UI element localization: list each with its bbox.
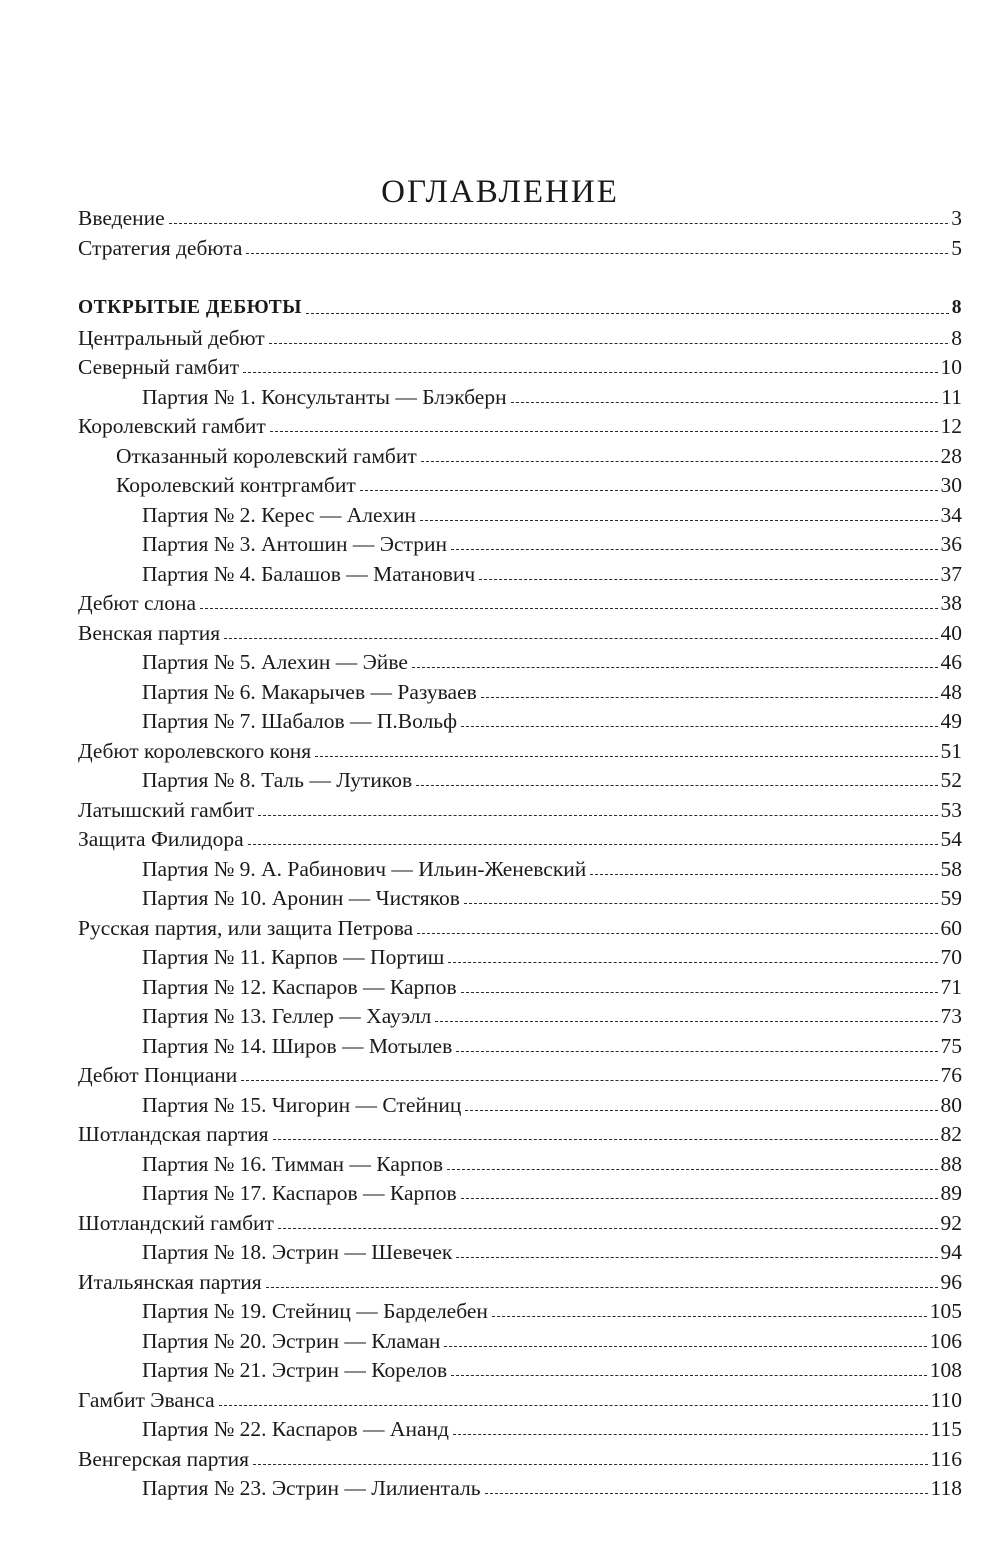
toc-entry [142,1087,962,1117]
toc-entry-title: Партия № 9. А. Рабинович — Ильин-Женевский [142,857,587,881]
page-title: ОГЛАВЛЕНИЕ [381,174,619,211]
toc-entry-title: Партия № 22. Каспаров — Ананд [142,1417,449,1441]
toc-entry-page-number: 51 [940,739,962,763]
dot-leader [412,667,938,668]
dot-leader [258,815,937,816]
toc-entry-title: Партия № 23. Эстрин — Лилиенталь [142,1476,481,1500]
toc-entry [142,556,962,586]
toc-entry-page-number: 80 [940,1093,962,1117]
dot-leader [451,549,938,550]
toc-entry [78,1116,962,1146]
toc-entry-page-number: 38 [940,591,962,615]
toc-entry-page-number: 71 [940,975,962,999]
toc-entry-title: Партия № 13. Геллер — Хауэлл [142,1004,432,1028]
toc-entry-title: Дебют королевского коня [78,739,312,763]
dot-leader [241,1080,937,1081]
toc-entry-page-number: 46 [940,650,962,674]
dot-leader [492,1316,927,1317]
toc-entry-page-number: 48 [940,680,962,704]
toc-entry [78,615,962,645]
dot-leader [448,962,937,963]
toc-entry [78,1382,962,1412]
toc-entry-title: Партия № 15. Чигорин — Стейниц [142,1093,462,1117]
dot-leader [435,1021,937,1022]
toc-entry [78,1205,962,1235]
toc-entry-title: Партия № 16. Тимман — Карпов [142,1152,444,1176]
toc-entry-page-number: 28 [940,444,962,468]
dot-leader [453,1434,928,1435]
toc-entry-page-number: 70 [940,945,962,969]
toc-entry [78,408,962,438]
toc-entry [142,1146,962,1176]
toc-entry [116,467,962,497]
toc-entry-title: Партия № 7. Шабалов — П.Вольф [142,709,458,733]
toc-entry-page-number: 36 [940,532,962,556]
toc-entry [142,969,962,999]
toc-entry-page-number: 116 [930,1447,962,1471]
toc-entry-title: ОТКРЫТЫЕ ДЕБЮТЫ [78,297,302,318]
toc-entry-page-number: 88 [940,1152,962,1176]
toc-entry-title: Дебют Понциани [78,1063,238,1087]
toc-entry [142,1352,962,1382]
dot-leader [485,1493,928,1494]
toc-entry-title: Центральный дебют [78,326,265,350]
toc-entry-title: Шотландская партия [78,1122,269,1146]
toc-entry-page-number: 76 [940,1063,962,1087]
dot-leader [315,756,937,757]
toc-entry-title: Партия № 21. Эстрин — Корелов [142,1358,448,1382]
dot-leader [417,933,937,934]
toc-entry [142,939,962,969]
toc-entry [116,438,962,468]
toc-entry [78,1264,962,1294]
toc-entry [78,733,962,763]
dot-leader [169,223,949,224]
toc-entry [78,792,962,822]
dot-leader [590,874,937,875]
toc-entry-page-number: 59 [940,886,962,910]
toc-entry-title: Дебют слона [78,591,197,615]
toc-entry [78,585,962,615]
toc-entry-page-number: 110 [930,1388,962,1412]
dot-leader [451,1375,927,1376]
toc-entry [142,644,962,674]
toc-entry [142,703,962,733]
toc-entry-title: Партия № 17. Каспаров — Карпов [142,1181,457,1205]
dot-leader [461,1198,938,1199]
toc-entry-title: Партия № 19. Стейниц — Барделебен [142,1299,488,1323]
toc-entry-page-number: 115 [930,1417,962,1441]
dot-leader [456,1051,937,1052]
toc-entry-title: Партия № 10. Аронин — Чистяков [142,886,460,910]
toc-entry-title: Отказанный королевский гамбит [116,444,417,468]
toc-entry [78,200,962,230]
toc-entry-page-number: 82 [940,1122,962,1146]
toc-entry-title: Королевский контргамбит [116,473,356,497]
toc-entry-title: Шотландский гамбит [78,1211,274,1235]
toc-entry [142,1175,962,1205]
dot-leader [219,1405,928,1406]
toc-entry-page-number: 96 [940,1270,962,1294]
toc-entry-title: Партия № 2. Керес — Алехин [142,503,417,527]
toc-entry-title: Итальянская партия [78,1270,262,1294]
toc-entry [78,290,962,320]
toc-entry-title: Партия № 5. Алехин — Эйве [142,650,408,674]
toc-entry-page-number: 89 [940,1181,962,1205]
toc-entry [142,762,962,792]
toc-entry [142,1323,962,1353]
toc-entry-page-number: 30 [940,473,962,497]
toc-entry-page-number: 5 [951,236,962,260]
toc-entry-page-number: 49 [940,709,962,733]
toc-entry-page-number: 60 [940,916,962,940]
toc-entry-title: Введение [78,206,165,230]
toc-entry [78,320,962,350]
toc-entry [142,1293,962,1323]
dot-leader [248,844,938,845]
toc-entry-title: Латышский гамбит [78,798,255,822]
dot-leader [269,343,949,344]
toc-entry [142,379,962,409]
toc-entry-page-number: 92 [940,1211,962,1235]
toc-entry-page-number: 8 [951,326,962,350]
dot-leader [465,1110,937,1111]
toc-entry-page-number: 54 [940,827,962,851]
dot-leader [461,992,938,993]
dot-leader [479,579,937,580]
toc-entry-page-number: 94 [940,1240,962,1264]
toc-entry-title: Партия № 12. Каспаров — Карпов [142,975,457,999]
toc-entry [142,497,962,527]
toc-entry [78,349,962,379]
toc-entry-page-number: 105 [929,1299,962,1323]
toc-entry-title: Партия № 6. Макарычев — Разуваев [142,680,477,704]
dot-leader [461,726,937,727]
toc-entry-title: Партия № 11. Карпов — Портиш [142,945,445,969]
toc-entry-title: Северный гамбит [78,355,240,379]
toc-entry-title: Защита Филидора [78,827,244,851]
toc-entry-page-number: 58 [940,857,962,881]
toc-entry [78,821,962,851]
dot-leader [444,1346,926,1347]
toc-entry-title: Партия № 18. Эстрин — Шевечек [142,1240,453,1264]
toc-entry [142,526,962,556]
dot-leader [270,431,938,432]
toc-entry [142,1028,962,1058]
toc-entry-page-number: 37 [940,562,962,586]
toc-entry-page-number: 34 [940,503,962,527]
toc-entry-title: Стратегия дебюта [78,236,243,260]
dot-leader [246,253,948,254]
toc-entry [142,998,962,1028]
toc-entry [142,1411,962,1441]
toc-entry-title: Партия № 1. Консультанты — Блэкберн [142,385,507,409]
dot-leader [266,1287,938,1288]
dot-leader [447,1169,937,1170]
dot-leader [273,1139,938,1140]
toc-entry-title: Русская партия, или защита Петрова [78,916,414,940]
toc-entry-page-number: 52 [940,768,962,792]
toc-entry-page-number: 106 [929,1329,962,1353]
dot-leader [360,490,938,491]
dot-leader [511,402,939,403]
toc-entry [142,1470,962,1500]
toc-entry-title: Королевский гамбит [78,414,266,438]
dot-leader [278,1228,938,1229]
dot-leader [481,697,938,698]
toc-entry-title: Партия № 20. Эстрин — Кламан [142,1329,441,1353]
dot-leader [243,372,937,373]
dot-leader [253,1464,928,1465]
dot-leader [200,608,937,609]
toc-entry-title: Гамбит Эванса [78,1388,215,1412]
toc-entry-page-number: 3 [951,206,962,230]
toc-entry-page-number: 73 [940,1004,962,1028]
toc-entry-title: Венская партия [78,621,221,645]
toc-entry [78,230,962,260]
dot-leader [464,903,938,904]
dot-leader [421,461,938,462]
dot-leader [224,638,937,639]
toc-entry-page-number: 75 [940,1034,962,1058]
toc-entry-title: Партия № 8. Таль — Лутиков [142,768,413,792]
toc-entry-title: Партия № 3. Антошин — Эстрин [142,532,447,556]
toc-entry-page-number: 12 [940,414,962,438]
toc-entry [78,1441,962,1471]
toc-entry-page-number: 118 [930,1476,962,1500]
toc-entry [142,851,962,881]
toc-entry-page-number: 108 [929,1358,962,1382]
toc-entry-page-number: 10 [940,355,962,379]
toc-entry [142,674,962,704]
toc-entry [142,880,962,910]
dot-leader [416,785,937,786]
dot-leader [306,313,949,314]
toc-entry [78,1057,962,1087]
toc-entry-page-number: 8 [951,297,962,318]
toc-entry-page-number: 40 [940,621,962,645]
dot-leader [456,1257,937,1258]
toc-entry [142,1234,962,1264]
toc-entry-page-number: 53 [940,798,962,822]
toc-entry-title: Партия № 14. Широв — Мотылев [142,1034,453,1058]
toc-entry-title: Венгерская партия [78,1447,249,1471]
toc-entry [78,910,962,940]
toc-entry-title: Партия № 4. Балашов — Матанович [142,562,476,586]
toc-entry-page-number: 11 [941,385,962,409]
dot-leader [420,520,937,521]
